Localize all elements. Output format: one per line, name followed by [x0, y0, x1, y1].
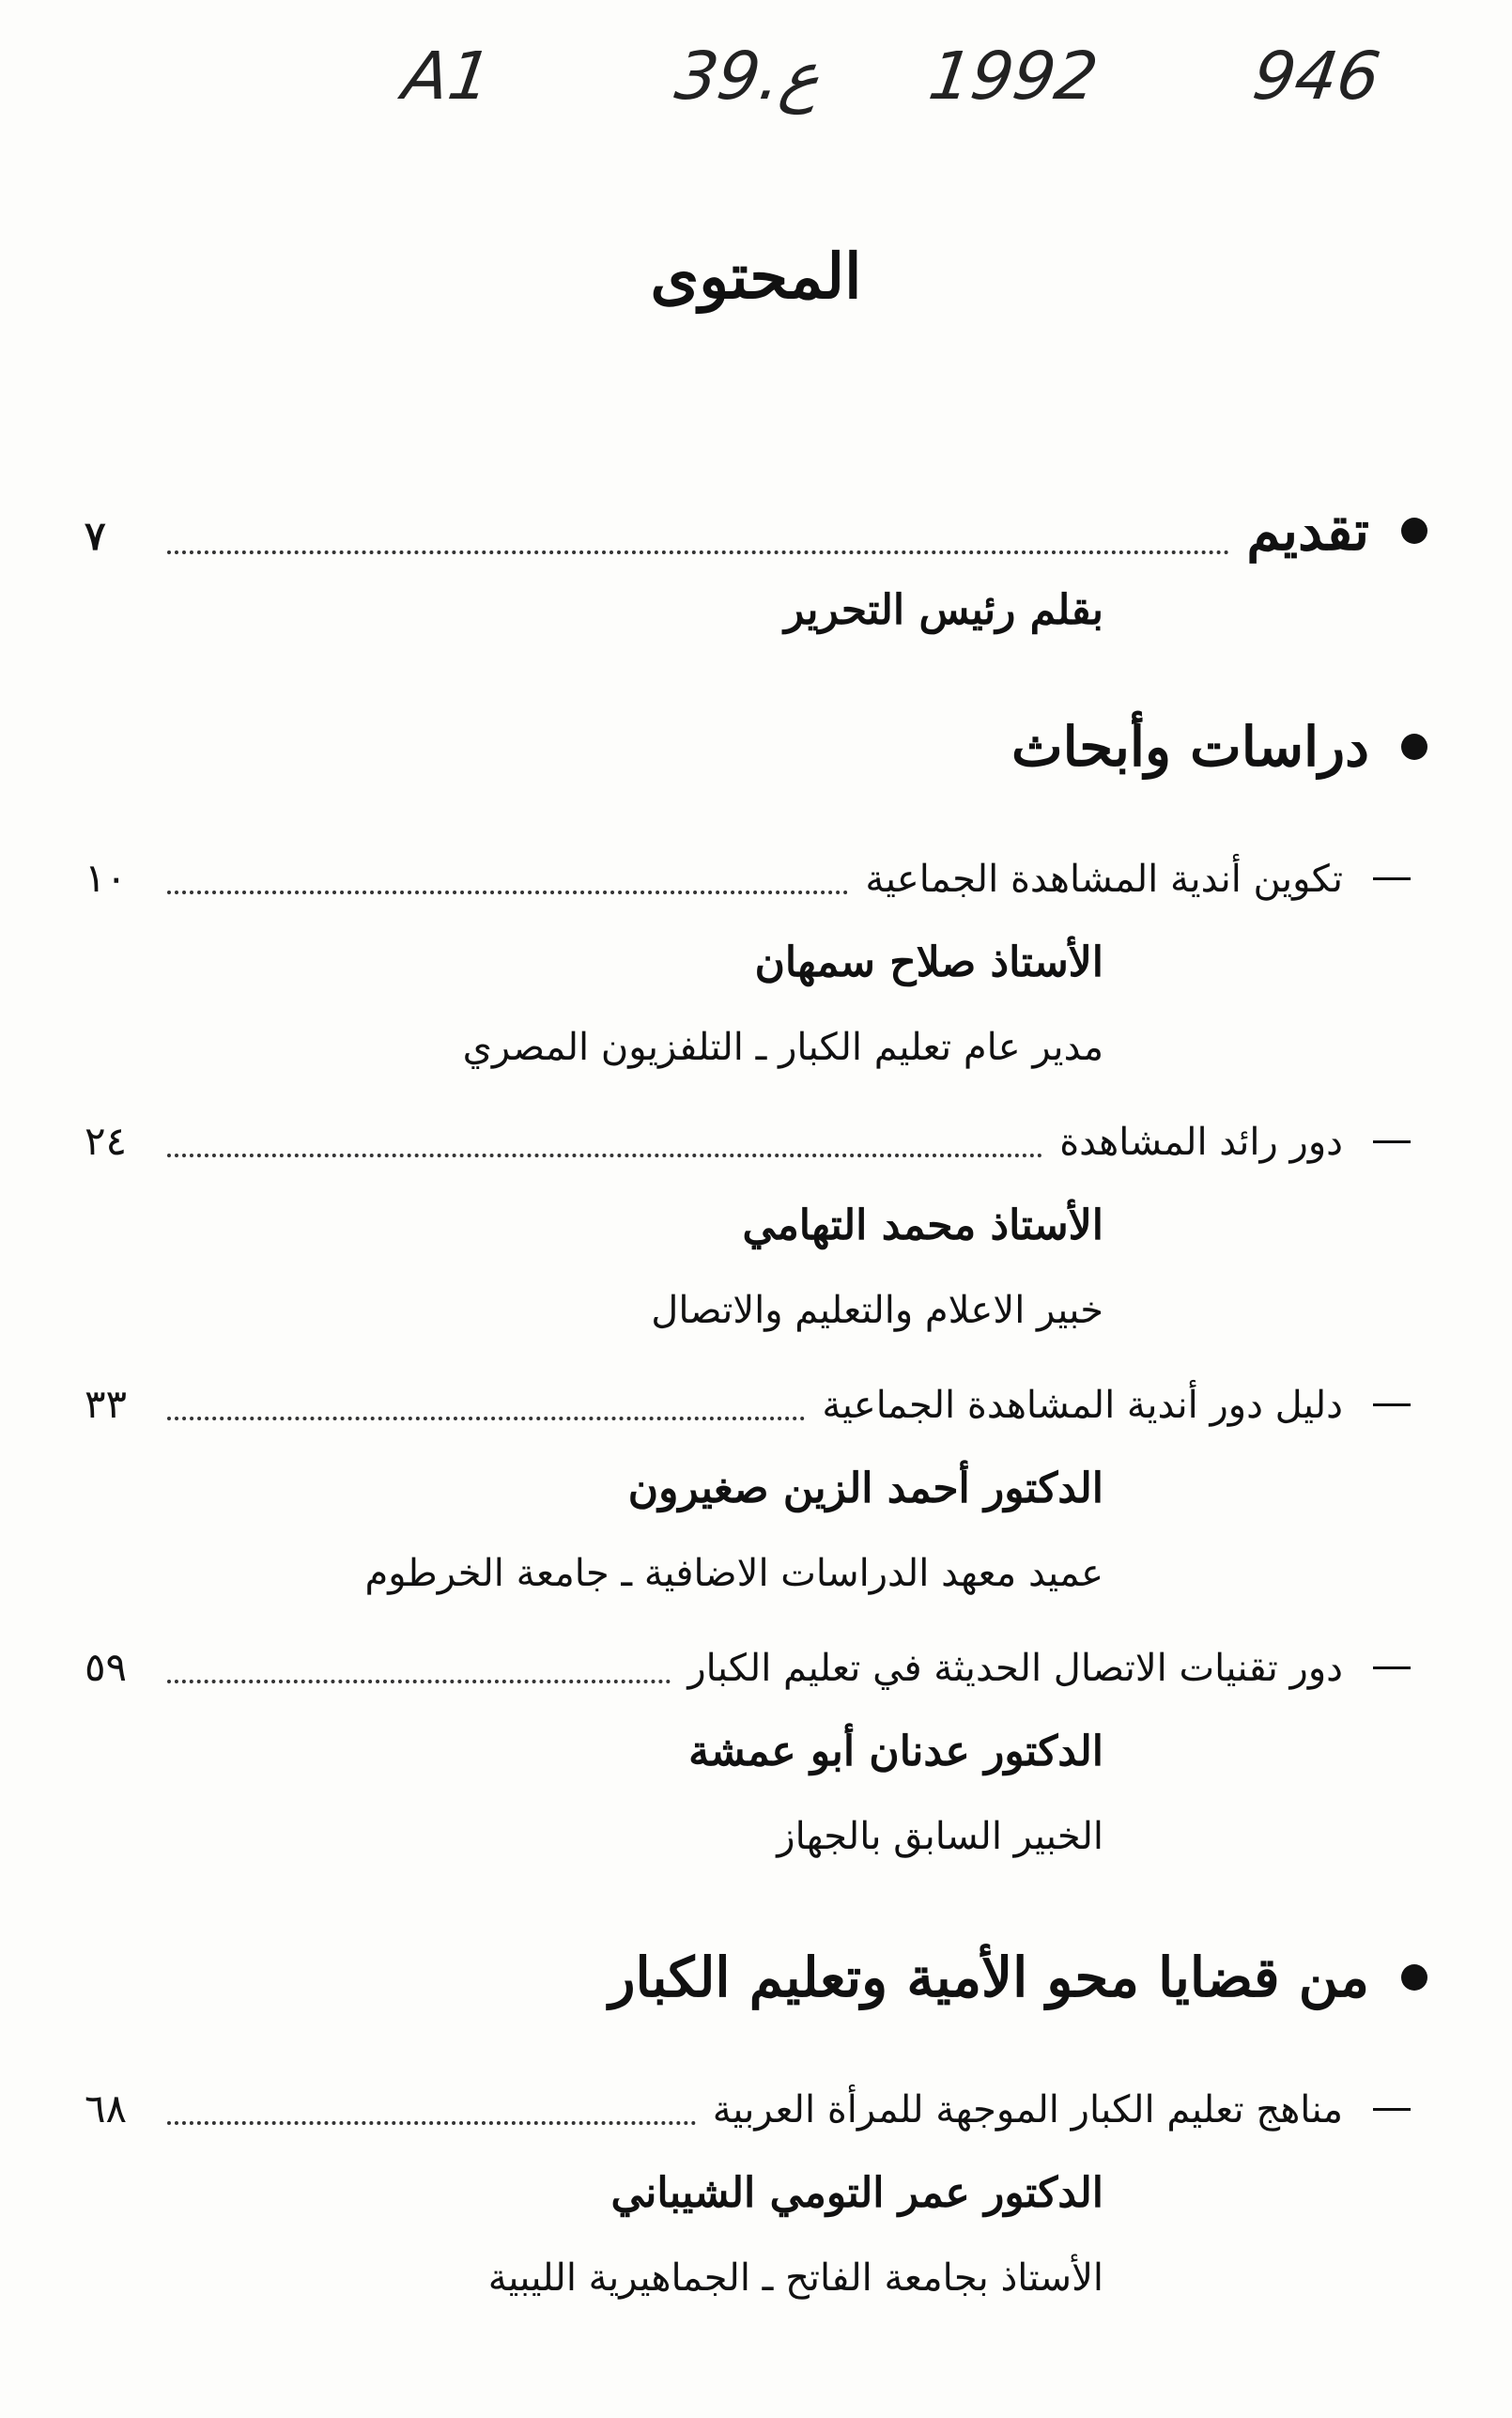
page-number: ٢٤ — [85, 1118, 128, 1164]
section-title: تقديم — [1246, 499, 1369, 563]
dash-marker — [1373, 1666, 1411, 1669]
annotation-year: 1992 — [924, 38, 1103, 115]
section-title: من قضايا محو الأمية وتعليم الكبار — [609, 1945, 1369, 2009]
page-number: ٥٩ — [85, 1644, 128, 1690]
page-number: ١٠ — [85, 855, 128, 901]
entry-author: الأستاذ محمد التهامي — [742, 1201, 1103, 1249]
bullet-icon — [1401, 734, 1427, 760]
entry-affiliation: مدير عام تعليم الكبار ـ التلفزيون المصري — [462, 1026, 1103, 1069]
entry-affiliation: الخبير السابق بالجهاز — [777, 1815, 1103, 1858]
bullet-icon — [1401, 518, 1427, 544]
dash-marker — [1373, 2108, 1411, 2111]
dash-marker — [1373, 1140, 1411, 1143]
entry-author: الدكتور عمر التومي الشيباني — [610, 2169, 1103, 2217]
section-title: دراسات وأبحاث — [1011, 715, 1369, 779]
entry-author: الدكتور أحمد الزين صغيرون — [627, 1465, 1103, 1512]
annotation-code: A1 — [398, 38, 497, 115]
toc-entry — [85, 836, 1427, 921]
page-number: ٦٨ — [85, 2085, 128, 2131]
toc-entry — [85, 1099, 1427, 1184]
entry-affiliation: عميد معهد الدراسات الاضافية ـ جامعة الخرطوم — [364, 1552, 1103, 1595]
section-heading — [85, 479, 1427, 582]
entry-author: الأستاذ صلاح سمهان — [754, 938, 1103, 986]
handwritten-annotation — [398, 38, 1446, 141]
entry-title: مناهج تعليم الكبار الموجهة للمرأة العربية — [712, 2088, 1343, 2131]
dot-leader — [167, 550, 1229, 554]
toc-entry — [85, 2067, 1427, 2151]
dot-leader — [167, 1416, 805, 1420]
entry-title: تكوين أندية المشاهدة الجماعية — [865, 858, 1343, 901]
page-number: ٧ — [85, 513, 106, 559]
toc-entry — [85, 1625, 1427, 1710]
section-heading — [85, 695, 1427, 798]
section-subtitle: بقلم رئيس التحرير — [784, 586, 1103, 634]
annotation-volume: 39.ع — [671, 38, 825, 115]
entry-title: دور تقنيات الاتصال الحديثة في تعليم الكبار — [687, 1647, 1343, 1690]
dash-marker — [1373, 1403, 1411, 1406]
table-of-contents — [85, 479, 1427, 2330]
toc-entry — [85, 1362, 1427, 1447]
entry-title: دور رائد المشاهدة — [1059, 1121, 1343, 1164]
dot-leader — [167, 890, 848, 894]
page-title: المحتوى — [650, 240, 862, 313]
dot-leader — [167, 1679, 671, 1683]
entry-affiliation: الأستاذ بجامعة الفاتح ـ الجماهيرية الليبية — [487, 2256, 1103, 2300]
dash-marker — [1373, 877, 1411, 880]
section-heading — [85, 1926, 1427, 2029]
entry-affiliation: خبير الاعلام والتعليم والاتصال — [651, 1289, 1103, 1332]
entry-title: دليل دور أندية المشاهدة الجماعية — [822, 1384, 1343, 1427]
bullet-icon — [1401, 1964, 1427, 1991]
dot-leader — [167, 2120, 696, 2125]
annotation-number: 946 — [1248, 38, 1385, 115]
dot-leader — [167, 1153, 1042, 1157]
entry-author: الدكتور عدنان أبو عمشة — [688, 1728, 1103, 1775]
page-number: ٣٣ — [85, 1381, 128, 1427]
